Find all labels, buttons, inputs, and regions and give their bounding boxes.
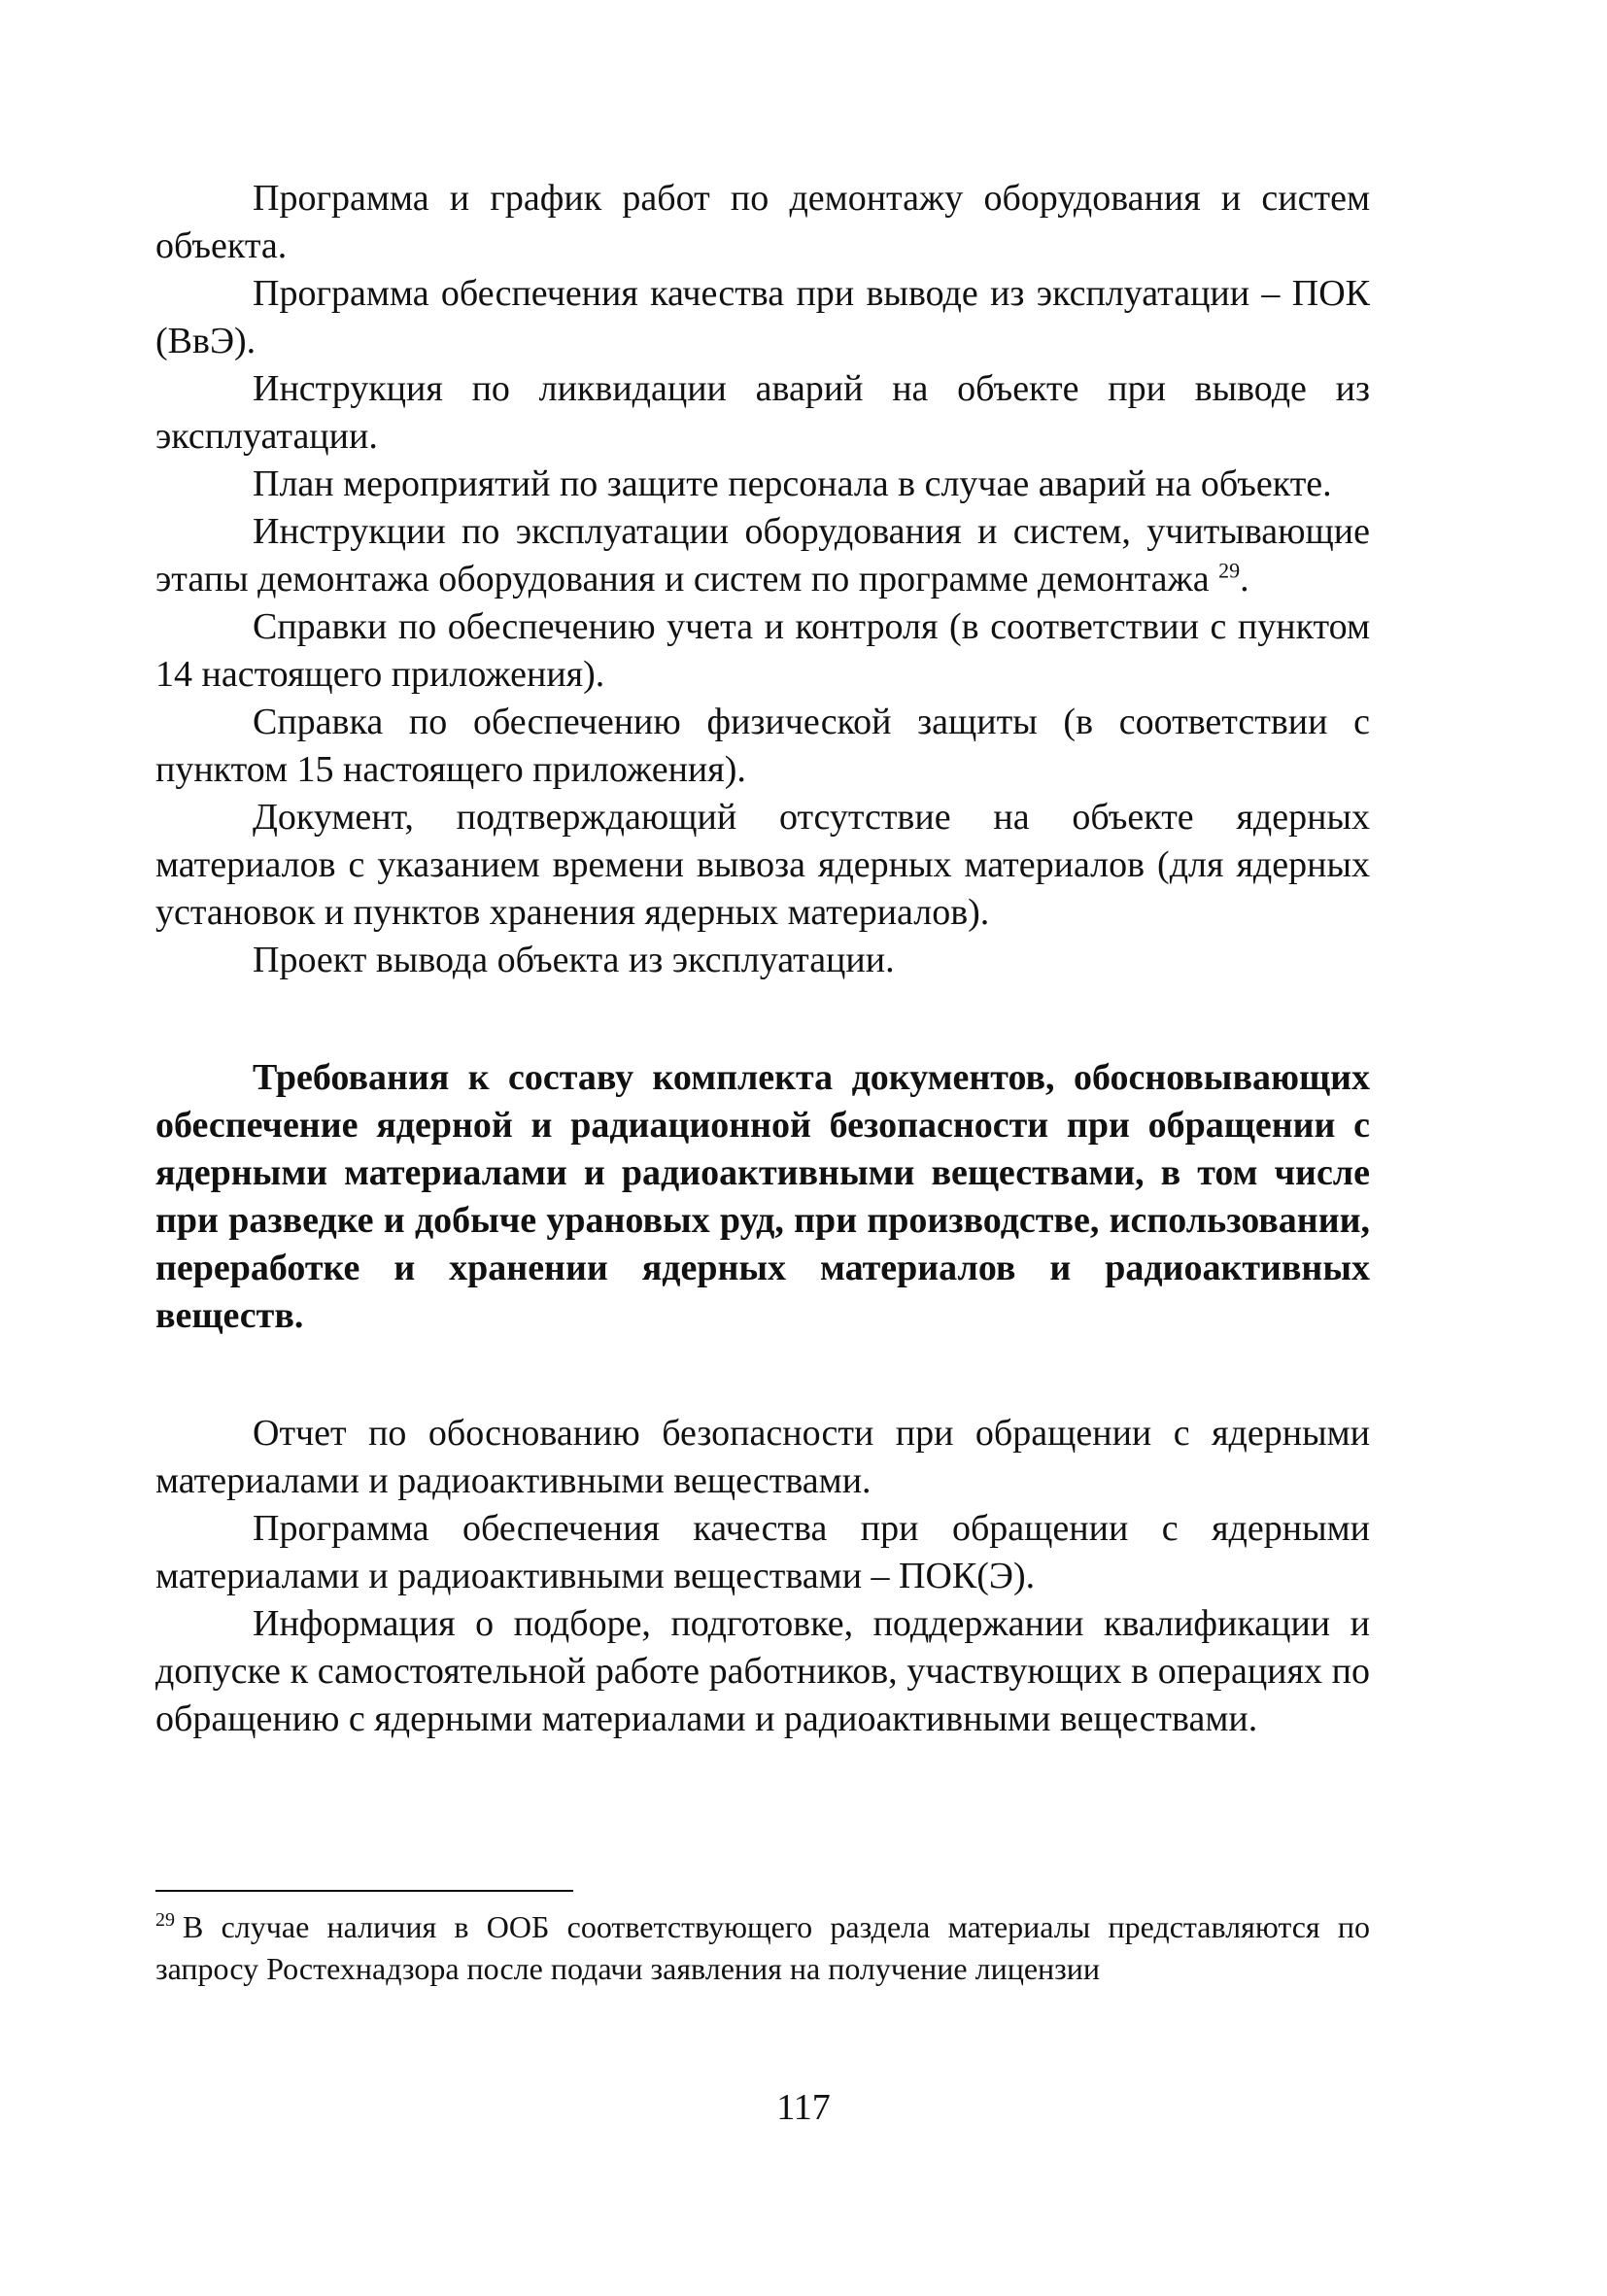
- paragraph-quality-program-operation: Программа обеспечения качества при обращении с ядерными материалами и радиоактивными веществами – ПОК(Э).: [155, 1508, 1370, 1596]
- operation-instructions-end: .: [1240, 559, 1249, 600]
- paragraph-quality-program: Программа обеспечения качества при выводе из эксплуатации – ПОК (ВвЭ).: [155, 273, 1370, 361]
- page-number: 117: [776, 2087, 831, 2128]
- footnote-divider: [155, 1890, 573, 1892]
- footnote-text: В случае наличия в ООБ соответствующего раздела материалы представляются по запросу Ростехнадзора после подачи заявления на получение лицензии: [155, 1909, 1370, 1986]
- paragraph-accident-instruction: Инструкция по ликвидации аварий на объекте при выводе из эксплуатации.: [155, 368, 1370, 457]
- section-heading: Требования к составу комплекта документов, обосновывающих обеспечение ядерной и радиационной безопасности при обращении с ядерными материалами и радиоактивными веществами, в том числе при разведке и добыче урановых руд, при производстве, использовании, переработке и хранении ядерных материалов и радиоактивных веществ.: [155, 1057, 1370, 1336]
- paragraph-staff-qualification: Информация о подборе, подготовке, поддержании квалификации и допуске к самостоятельной работе работников, участвующих в операциях по обращению с ядерными материалами и радиоактивными веществами.: [155, 1603, 1370, 1739]
- paragraph-operation-instructions: [155, 508, 1370, 603]
- paragraph-demolition-schedule: Программа и график работ по демонтажу оборудования и систем объекта.: [155, 178, 1370, 266]
- paragraph-accounting-control: Справки по обеспечению учета и контроля (в соответствии с пунктом 14 настоящего приложения).: [155, 606, 1370, 695]
- paragraph-safety-report: Отчет по обоснованию безопасности при обращении с ядерными материалами и радиоактивными веществами.: [155, 1413, 1370, 1501]
- paragraph-physical-protection: Справка по обеспечению физической защиты (в соответствии с пунктом 15 настоящего приложения).: [155, 702, 1370, 790]
- paragraph-no-nuclear-materials: Документ, подтверждающий отсутствие на объекте ядерных материалов с указанием времени вывоза ядерных материалов (для ядерных установок и пунктов хранения ядерных материалов).: [155, 797, 1370, 933]
- main-text: [155, 175, 1370, 1743]
- operation-instructions-text: Инструкции по эксплуатации оборудования и систем, учитывающие этапы демонтажа оборудования и систем по программе демонтажа: [155, 511, 1370, 600]
- paragraph-personnel-protection: План мероприятий по защите персонала в случае аварий на объекте.: [253, 463, 1332, 504]
- footnote: [155, 1906, 1370, 1990]
- footnote-reference: 29: [1218, 558, 1241, 583]
- footnote-number: 29: [155, 1909, 175, 1932]
- paragraph-decommissioning-project: Проект вывода объекта из эксплуатации.: [253, 940, 895, 980]
